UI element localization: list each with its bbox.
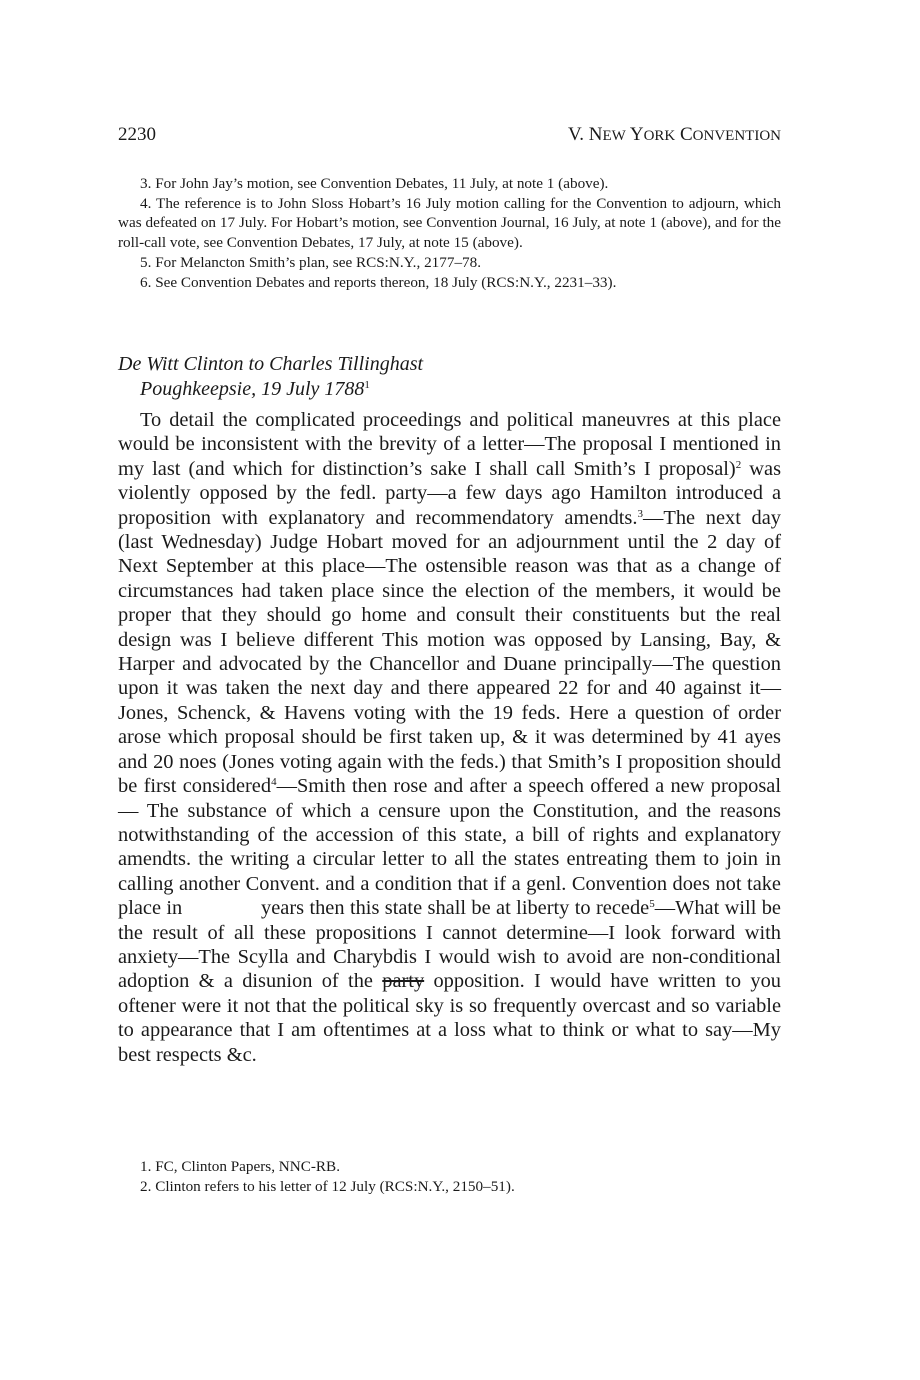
letter-heading: [118, 352, 781, 402]
letter-paragraph: [118, 408, 781, 1067]
note-reference: 5: [649, 898, 655, 911]
body-text-run: years then this state shall be at liberty to recede: [261, 897, 650, 920]
footnote: 1. FC, Clinton Papers, NNC-RB.: [140, 1158, 340, 1175]
struck-word: party: [382, 970, 425, 993]
body-text-run: —Smith then rose and after a speech offered a new proposal— The substance of which a censure upon the Constitution, and the reasons notwithstanding of the accession of this state, a bill of rights and explanatory amendts. the writing a circular letter to all the states entreating them to join in calling another Convent. and a condition that if a genl. Convention does not take place in: [118, 775, 781, 920]
running-title-part: C: [675, 124, 693, 145]
note-reference: 4: [271, 776, 277, 789]
footnote: 3. For John Jay’s motion, see Convention Debates, 11 July, at note 1 (above).: [140, 175, 609, 192]
footnote: 5. For Melancton Smith’s plan, see RCS:N.Y., 2177–78.: [140, 253, 482, 271]
body-text-run: was violently opposed by the fedl. party—a few days ago Hamilton introduced a proposition with explanatory and recommendatory amendts.: [118, 457, 782, 529]
footnotes: [118, 1157, 781, 1197]
letter-body: [118, 408, 781, 1067]
running-title-part: EW: [602, 128, 626, 144]
body-text-run: opposition. I would have written to you oftener were it not that the political sky is so frequently overcast and so variable to appearance that I am oftentimes at a loss what to think or what to say—My best respects &c.: [118, 970, 781, 1066]
letter-title: De Witt Clinton to Charles Tillinghast: [118, 353, 424, 375]
note-reference: 3: [637, 507, 643, 520]
page-number: 2230: [118, 124, 156, 145]
footnote: 4. The reference is to John Sloss Hobart’s 16 July motion calling for the Convention to adjourn, which was defeated on 17 July. For Hobart’s motion, see Convention Journal, 16 July, at note 1 (above), and for the roll-call vote, see Convention Debates, 17 July, at note 15 (above).: [118, 194, 781, 252]
running-title: [568, 124, 781, 146]
running-title-part: V. N: [567, 124, 603, 145]
running-title-part: Y: [625, 124, 644, 145]
body-text-run: —What will be the result of all these propositions I cannot determine—I look forward with anxiety—The Scylla and Charybdis I would wish to avoid are non-conditional adoption & a disunion of the: [118, 897, 781, 993]
body-text-run: To detail the complicated proceedings and political maneuvres at this place would be inconsistent with the brevity of a letter—The proposal I mentioned in my last (and which for distinction’s sake I shall call Smith’s I proposal): [118, 409, 781, 480]
dateline-text: Poughkeepsie, 19 July 1788: [140, 378, 365, 400]
footnote: 6. See Convention Debates and reports thereon, 18 July (RCS:N.Y., 2231–33).: [140, 273, 617, 291]
footnotes-previous-document: [118, 174, 781, 292]
footnote: 2. Clinton refers to his letter of 12 July (RCS:N.Y., 2150–51).: [140, 1178, 515, 1195]
running-head: [118, 124, 781, 150]
note-reference: 1: [364, 379, 370, 391]
body-text-run: —The next day (last Wednesday) Judge Hobart moved for an adjournment until the 2 day of Next September at this place—The ostensible reason was that as a change of circumstances had taken place since the election of the members, it would be proper that they should go home and consult their constituents but the real design was I believe different This motion was opposed by Lansing, Bay, & Harper and advocated by the Chancellor and Duane principally—The question upon it was taken the next day and there appeared 22 for and 40 against it—Jones, Schenck, & Havens voting with the 19 feds. Here a question of order arose which proposal should be first taken up, & it was determined by 41 ayes and 20 noes (Jones voting again with the feds.) that Smith’s I proposition should be first considered: [118, 506, 781, 798]
note-reference: 2: [735, 458, 742, 471]
running-title-part: ORK: [643, 128, 676, 144]
running-title-part: ONVENTION: [692, 128, 781, 144]
letter-dateline: [118, 377, 781, 402]
